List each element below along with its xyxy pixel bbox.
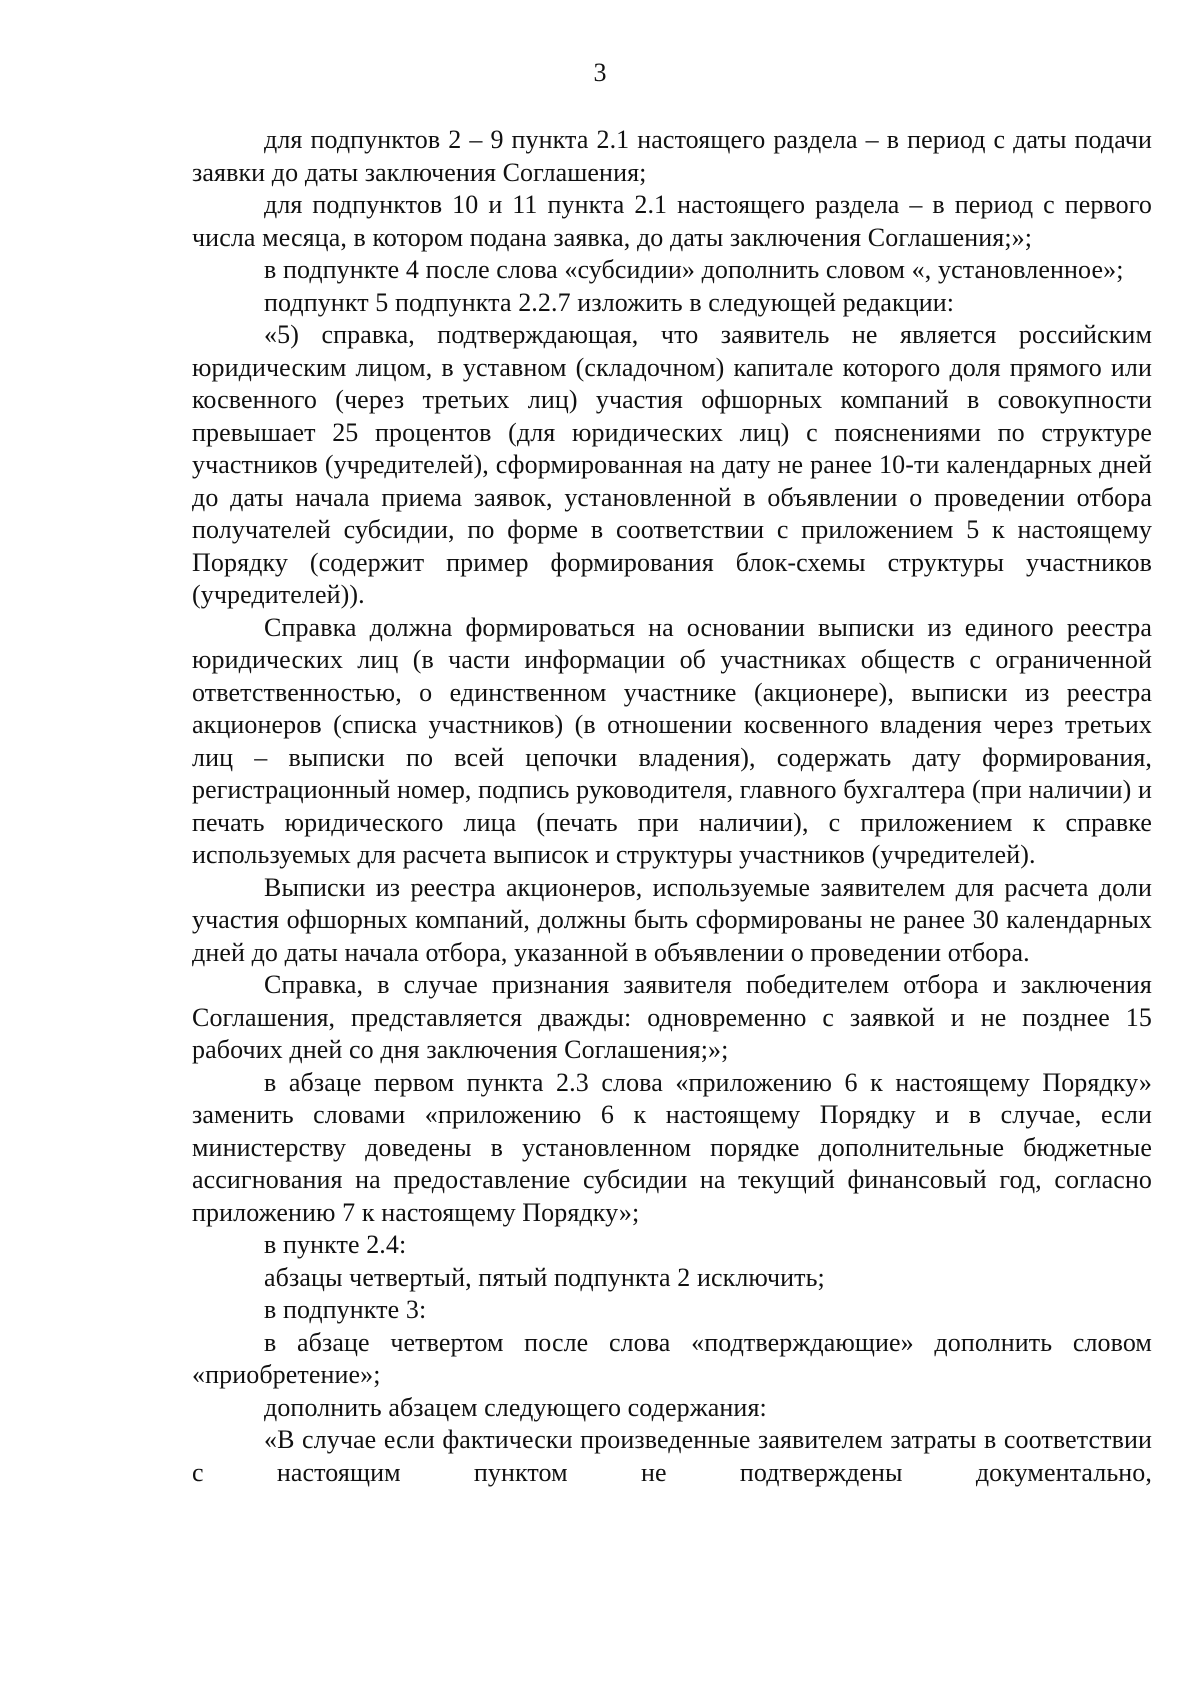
paragraph: подпункт 5 подпункта 2.2.7 изложить в следующей редакции:: [264, 287, 955, 317]
paragraph: в подпункте 4 после слова «субсидии» дополнить словом «, установленное»;: [264, 255, 1124, 284]
paragraph: Справка, в случае признания заявителя победителем отбора и заключения Соглашения, представляется дважды: одновременно с заявкой и не позднее 15 рабочих дней со дня заключения Соглашения;»;: [192, 970, 1152, 1064]
paragraph: дополнить абзацем следующего содержания:: [264, 1392, 767, 1422]
paragraph: Выписки из реестра акционеров, используемые заявителем для расчета доли участия офшорных компаний, должны быть сформированы не ранее 30 календарных дней до даты начала отбора, указанной в объявлении о проведении отбора.: [192, 872, 1152, 967]
paragraph: для подпунктов 10 и 11 пункта 2.1 настоящего раздела – в период с первого числа месяца, в котором подана заявка, до даты заключения Соглашения;»;: [192, 190, 1152, 252]
paragraph: в подпункте 3:: [264, 1295, 427, 1324]
paragraph: в абзаце четвертом после слова «подтверждающие» дополнить словом «приобретение»;: [192, 1327, 1152, 1389]
paragraph: абзацы четвертый, пятый подпункта 2 исключить;: [264, 1262, 825, 1292]
document-body: [192, 124, 1152, 1489]
paragraph: в пункте 2.4:: [264, 1230, 407, 1259]
paragraph: «5) справка, подтверждающая, что заявитель не является российским юридическим лицом, в уставном (складочном) капитале которого доля прямого или косвенного (через третьих лиц) участия офшорных компаний в совокупности превышает 25 процентов (для юридических лиц) с пояснениями по структуре участников (учредителей), сформированная на дату не ранее 10-ти календарных дней до даты начала приема заявок, установленной в объявлении о проведении отбора получателей субсидии, по форме в соответствии с приложением 5 к настоящему Порядку (содержит пример формирования блок-схемы структуры участников (учредителей)).: [192, 320, 1152, 609]
page-number: 3: [593, 58, 607, 87]
paragraph: для подпунктов 2 – 9 пункта 2.1 настоящего раздела – в период с даты подачи заявки до даты заключения Соглашения;: [192, 125, 1152, 187]
paragraph: Справка должна формироваться на основании выписки из единого реестра юридических лиц (в части информации об участниках обществ с ограниченной ответственностью, о единственном участнике (акционере), выписки из реестра акционеров (списка участников) (в отношении косвенного владения через третьих лиц – выписки по всей цепочки владения), содержать дату формирования, регистрационный номер, подпись руководителя, главного бухгалтера (при наличии) и печать юридического лица (печать при наличии), с приложением к справке используемых для расчета выписок и структуры участников (учредителей).: [192, 612, 1152, 869]
paragraph: в абзаце первом пункта 2.3 слова «приложению 6 к настоящему Порядку» заменить словами «приложению 6 к настоящему Порядку и в случае, если министерству доведены в установленном порядке дополнительные бюджетные ассигнования на предоставление субсидии на текущий финансовый год, согласно приложению 7 к настоящему Порядку»;: [192, 1067, 1152, 1227]
paragraph-continued: «В случае если фактически произведенные заявителем затраты в соответствии с настоящим пунктом не подтверждены документально,: [192, 1425, 1152, 1487]
